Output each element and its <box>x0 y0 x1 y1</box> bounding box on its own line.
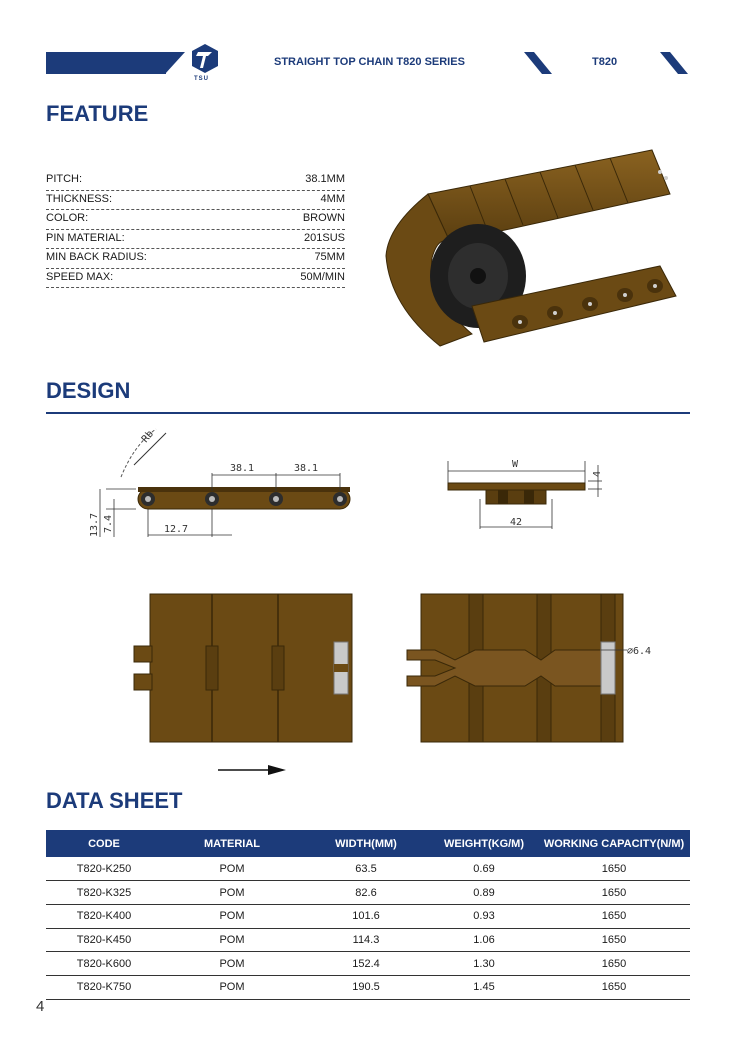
feature-value: 201SUS <box>304 231 345 244</box>
bottom-view-diagram <box>405 590 665 746</box>
side-view-diagram <box>86 425 366 545</box>
header-bar <box>46 52 166 74</box>
feature-value: 50M/MIN <box>300 270 345 283</box>
datasheet-table <box>46 830 690 1000</box>
cell-material: POM <box>162 857 302 881</box>
cell-capacity: 1650 <box>538 881 690 905</box>
feature-label: THICKNESS: <box>46 192 113 205</box>
feature-label: SPEED MAX: <box>46 270 114 283</box>
cell-weight: 1.30 <box>430 952 538 976</box>
cell-capacity: 1650 <box>538 904 690 928</box>
top-view-diagram <box>132 590 357 746</box>
column-header: WORKING CAPACITY(N/M) <box>538 830 690 857</box>
dim-width: W <box>512 459 519 470</box>
logo-text: TSU <box>194 76 209 82</box>
table-row <box>46 928 690 952</box>
table-row <box>46 952 690 976</box>
cell-capacity: 1650 <box>538 975 690 999</box>
feature-row <box>46 171 345 191</box>
cell-material: POM <box>162 952 302 976</box>
cell-code: T820-K750 <box>46 975 162 999</box>
dim-height-2: 7.4 <box>103 514 114 533</box>
cell-material: POM <box>162 928 302 952</box>
cell-code: T820-K325 <box>46 881 162 905</box>
feature-heading: FEATURE <box>46 101 149 126</box>
feature-row <box>46 191 345 211</box>
dim-height-1: 13.7 <box>89 512 100 537</box>
table-row <box>46 975 690 999</box>
cell-width: 63.5 <box>302 857 430 881</box>
table-row <box>46 857 690 881</box>
cell-material: POM <box>162 881 302 905</box>
section-divider <box>46 412 690 414</box>
cell-weight: 1.06 <box>430 928 538 952</box>
cell-material: POM <box>162 975 302 999</box>
column-header: CODE <box>46 830 162 857</box>
feature-list <box>46 171 345 288</box>
design-heading: DESIGN <box>46 378 131 403</box>
dim-pitch-1: 38.1 <box>230 463 255 474</box>
feature-label: COLOR: <box>46 212 89 224</box>
cell-capacity: 1650 <box>538 952 690 976</box>
dim-pin-diameter: ∅6.4 <box>627 646 652 657</box>
dim-offset: 12.7 <box>164 524 189 535</box>
column-header: MATERIAL <box>162 830 302 857</box>
header-slash <box>524 52 552 74</box>
tsu-logo <box>190 42 220 80</box>
column-header: WEIGHT(KG/M) <box>430 830 538 857</box>
cell-weight: 0.89 <box>430 881 538 905</box>
cell-code: T820-K600 <box>46 952 162 976</box>
header-bar-tip <box>165 52 185 74</box>
cell-code: T820-K400 <box>46 904 162 928</box>
cell-width: 114.3 <box>302 928 430 952</box>
feature-row <box>46 210 345 230</box>
table-row <box>46 904 690 928</box>
column-header: WIDTH(MM) <box>302 830 430 857</box>
table-row <box>46 881 690 905</box>
cell-code: T820-K250 <box>46 857 162 881</box>
cell-weight: 0.93 <box>430 904 538 928</box>
direction-arrow-icon <box>216 762 288 778</box>
page-number: 4 <box>36 998 45 1015</box>
header-slash <box>660 52 688 74</box>
feature-value: 4MM <box>320 192 345 205</box>
cell-capacity: 1650 <box>538 857 690 881</box>
cell-capacity: 1650 <box>538 928 690 952</box>
feature-value: 38.1MM <box>305 173 345 185</box>
feature-label: PIN MATERIAL: <box>46 231 125 244</box>
feature-row <box>46 269 345 289</box>
feature-row <box>46 249 345 269</box>
cell-width: 152.4 <box>302 952 430 976</box>
feature-row <box>46 230 345 250</box>
cell-width: 101.6 <box>302 904 430 928</box>
cell-weight: 0.69 <box>430 857 538 881</box>
front-view-diagram <box>440 455 610 535</box>
feature-label: PITCH: <box>46 173 83 185</box>
dim-rb: Rb <box>139 428 157 445</box>
datasheet-heading: DATA SHEET <box>46 788 183 813</box>
cell-code: T820-K450 <box>46 928 162 952</box>
header-title: STRAIGHT TOP CHAIN T820 SERIES <box>274 56 465 68</box>
cell-width: 190.5 <box>302 975 430 999</box>
cell-material: POM <box>162 904 302 928</box>
dim-pitch-2: 38.1 <box>294 463 319 474</box>
feature-label: MIN BACK RADIUS: <box>46 251 147 263</box>
feature-value: BROWN <box>302 212 345 224</box>
cell-weight: 1.45 <box>430 975 538 999</box>
cell-width: 82.6 <box>302 881 430 905</box>
feature-value: 75MM <box>314 251 345 263</box>
table-header-row <box>46 830 690 857</box>
header-code: T820 <box>592 56 618 68</box>
dim-thickness: 4 <box>592 470 603 477</box>
chain-product-image <box>380 146 680 356</box>
dim-base: 42 <box>510 517 523 528</box>
